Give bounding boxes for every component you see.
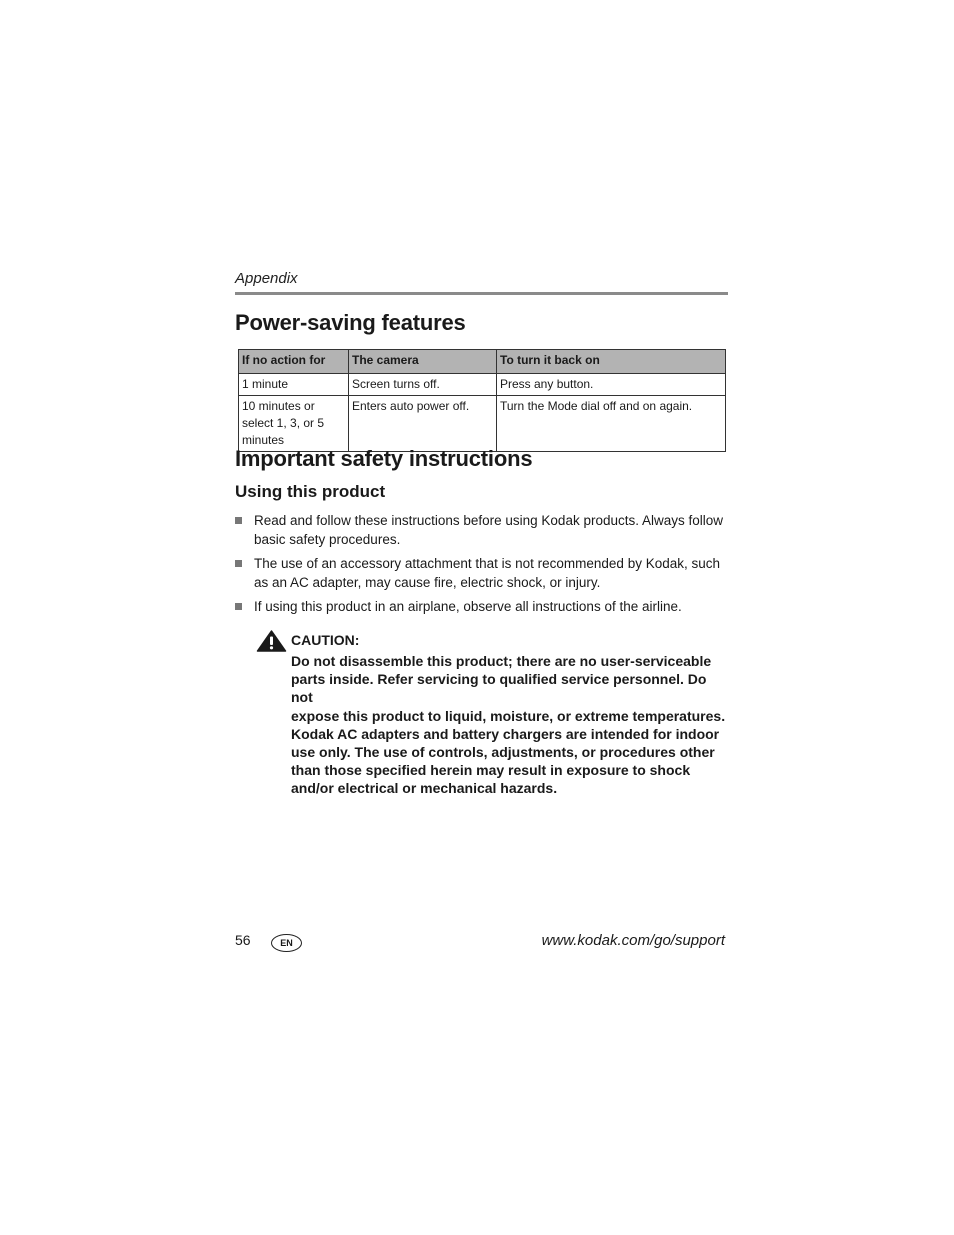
caution-line: and/or electrical or mechanical hazards. — [291, 780, 558, 797]
warning-triangle-icon — [256, 630, 287, 652]
caution-line: Kodak AC adapters and battery chargers are intended for indoor — [291, 725, 720, 742]
power-saving-title: Power-saving features — [235, 310, 466, 335]
table-cell: Press any button. — [497, 374, 726, 396]
table-row — [239, 396, 726, 452]
caution-line: use only. The use of controls, adjustments, or procedures other — [291, 744, 715, 761]
using-product-subtitle: Using this product — [235, 482, 386, 501]
caution-body — [291, 652, 731, 798]
list-item — [235, 554, 730, 592]
table-row — [239, 374, 726, 396]
language-badge: EN — [271, 934, 302, 952]
running-head: Appendix — [235, 270, 298, 287]
header-rule — [235, 292, 728, 295]
list-item-text: Read and follow these instructions before using Kodak products. Always follow basic safety procedures. — [254, 513, 724, 547]
list-item-text: The use of an accessory attachment that is not recommended by Kodak, such as an AC adapter, may cause fire, electric shock, or injury. — [254, 556, 721, 590]
caution-line: expose this product to liquid, moisture, or extreme temperatures. — [291, 707, 726, 724]
caution-line: than those specified herein may result in exposure to shock — [291, 762, 691, 779]
support-url: www.kodak.com/go/support — [541, 932, 725, 949]
table-header-cell: If no action for — [239, 350, 349, 374]
caution-line: parts inside. Refer servicing to qualified service personnel. Do not — [291, 671, 707, 706]
square-bullet-icon — [235, 603, 242, 610]
table-header-cell: The camera — [349, 350, 497, 374]
safety-title: Important safety instructions — [235, 446, 533, 471]
table-header-row — [239, 350, 726, 374]
square-bullet-icon — [235, 517, 242, 524]
table-cell: Turn the Mode dial off and on again. — [497, 396, 726, 452]
table-cell: Enters auto power off. — [349, 396, 497, 452]
square-bullet-icon — [235, 560, 242, 567]
table-cell: 1 minute — [239, 374, 349, 396]
page-number: 56 — [235, 932, 251, 948]
power-saving-table — [238, 349, 726, 452]
caution-title: CAUTION: — [291, 632, 360, 648]
table-header-cell: To turn it back on — [497, 350, 726, 374]
caution-line: Do not disassemble this product; there are no user-serviceable — [291, 653, 712, 669]
table-cell: 10 minutes or select 1, 3, or 5 minutes — [239, 396, 349, 452]
list-item-text: If using this product in an airplane, observe all instructions of the airline. — [254, 599, 682, 614]
table-cell: Screen turns off. — [349, 374, 497, 396]
list-item — [235, 597, 730, 616]
list-item — [235, 511, 730, 549]
safety-bullet-list — [235, 511, 730, 621]
